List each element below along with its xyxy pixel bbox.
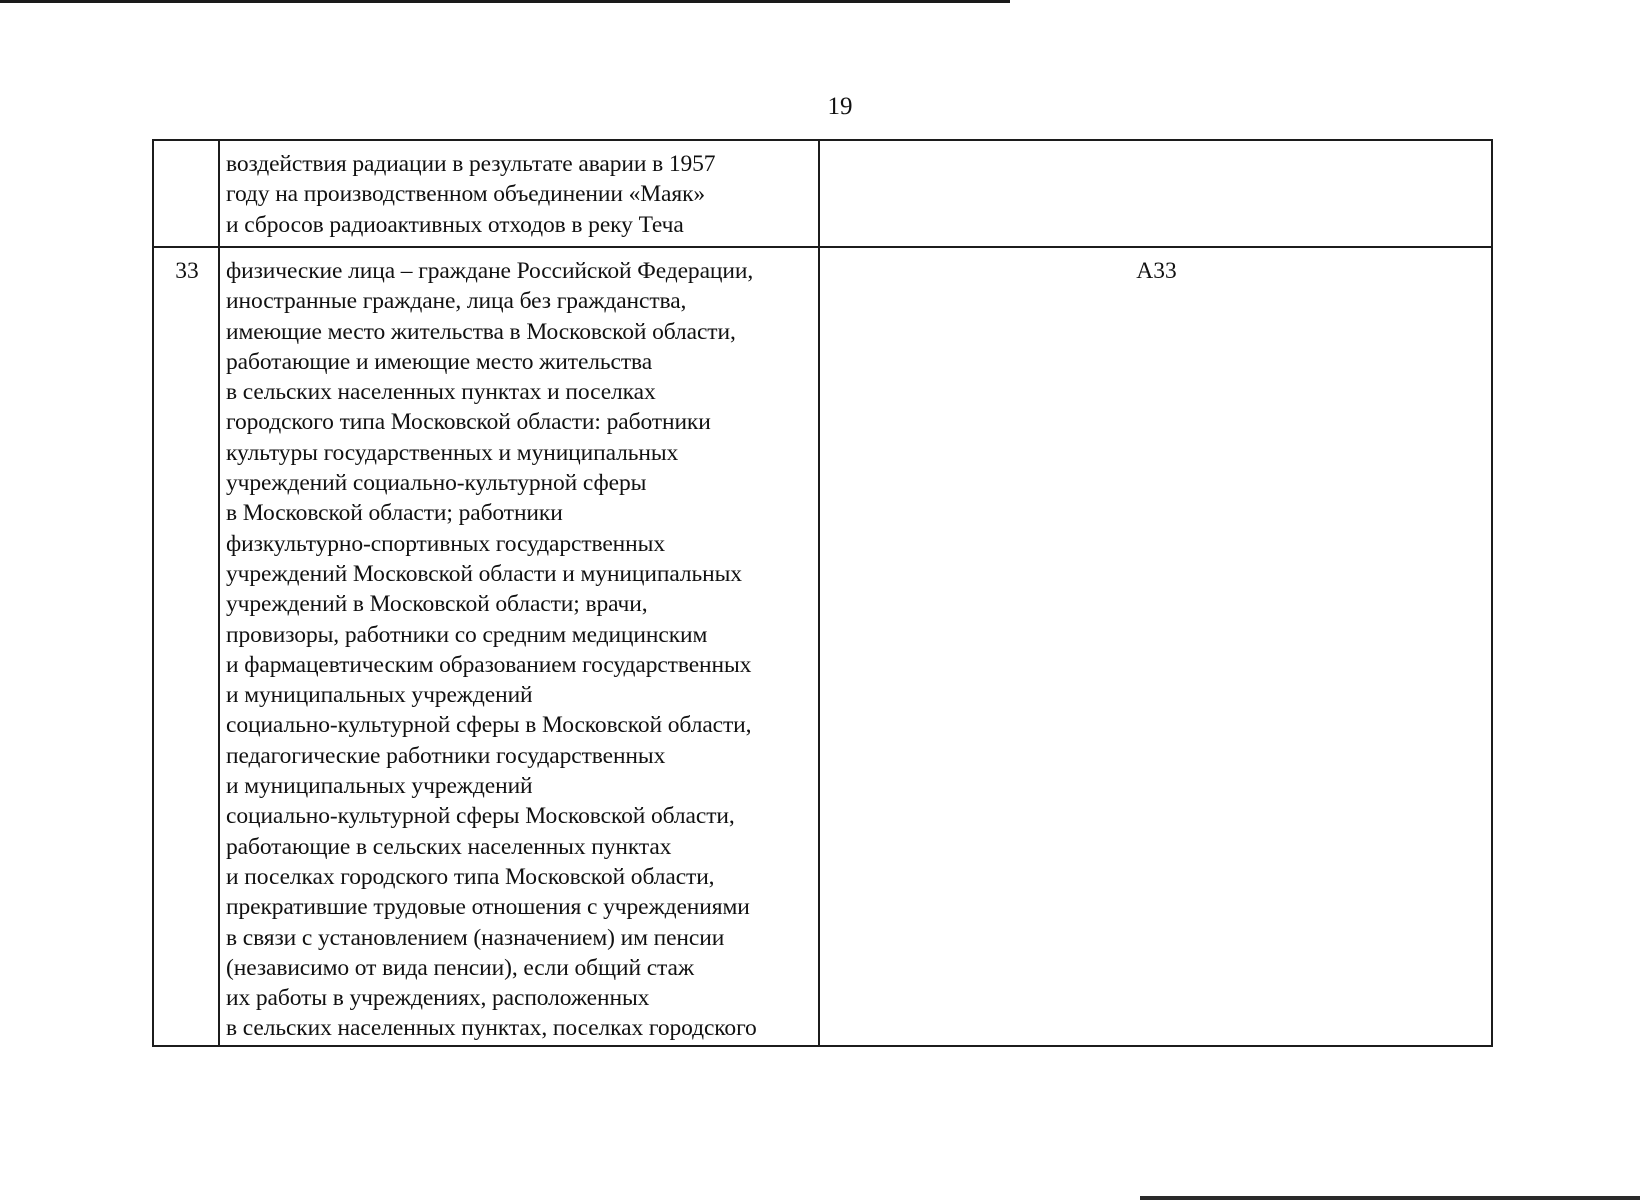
row-code-cell: А33 <box>819 247 1492 1046</box>
row-number-cell <box>153 140 219 247</box>
row-code-cell <box>819 140 1492 247</box>
row-description-cell: воздействия радиации в результате аварии в 1957 году на производственном объединении «Маяк» и сбросов радиоактивных отходов в реку Теча <box>219 140 819 247</box>
scan-edge-line <box>0 0 1010 3</box>
table-row <box>153 140 1492 247</box>
row-description-cell: физические лица – граждане Российской Федерации, иностранные граждане, лица без гражданства, имеющие место жительства в Московской области, работающие и имеющие место жительства в сельских населенных пунктах и поселках городского типа Московской области: работники культуры государственных и муниципальных учреждений социально-культурной сферы в Московской области; работники физкультурно-спортивных государственных учреждений Московской области и муниципальных учреждений в Московской области; врачи, провизоры, работники со средним медицинским и фармацевтическим образованием государственных и муниципальных учреждений социально-культурной сферы в Московской области, педагогические работники государственных и муниципальных учреждений социально-культурной сферы Московской области, работающие в сельских населенных пунктах и поселках городского типа Московской области, прекратившие трудовые отношения с учреждениями в связи с установлением (назначением) им пенсии (независимо от вида пенсии), если общий стаж их работы в учреждениях, расположенных в сельских населенных пунктах, поселках городского <box>219 247 819 1046</box>
table-row <box>153 247 1492 1046</box>
scan-edge-mark <box>1140 1196 1640 1200</box>
benefits-table <box>152 139 1493 1047</box>
row-number-cell: 33 <box>153 247 219 1046</box>
page-number: 19 <box>827 93 853 120</box>
